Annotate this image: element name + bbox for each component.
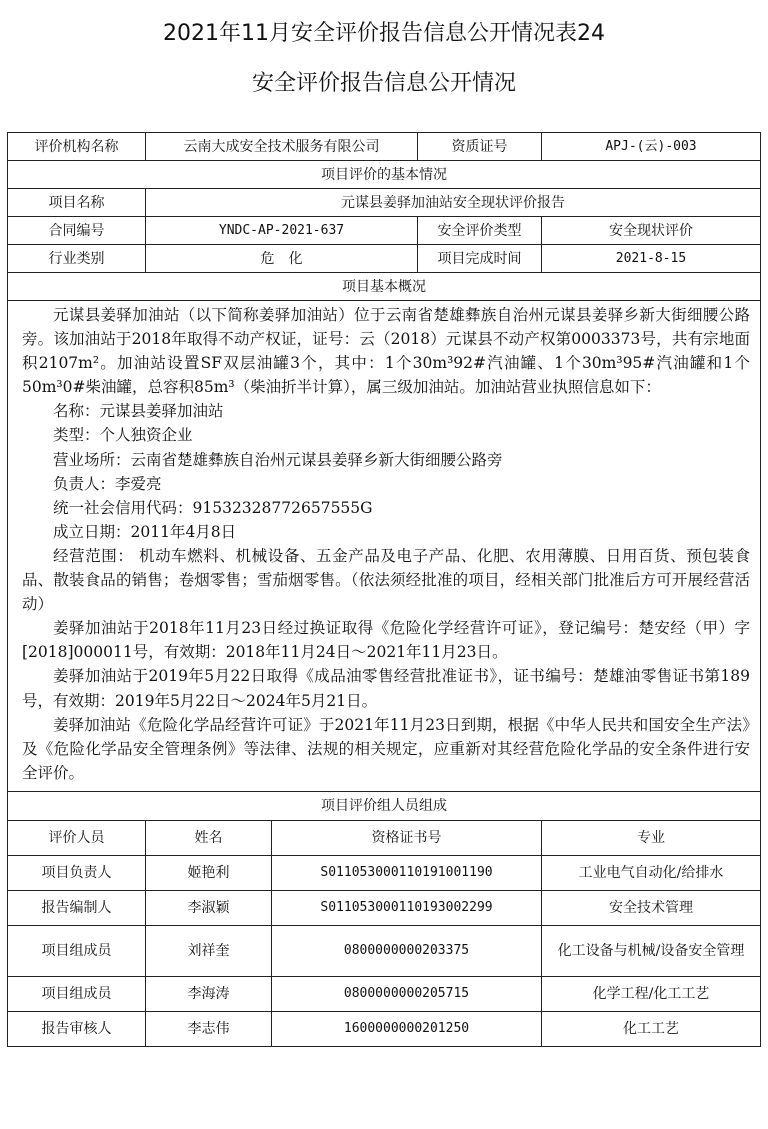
- team-major: 化工设备与机械/设备安全管理: [542, 925, 761, 976]
- project-name-label: 项目名称: [8, 189, 146, 217]
- column-header: 姓名: [146, 820, 272, 855]
- org-name: 云南大成安全技术服务有限公司: [146, 133, 418, 161]
- project-name-row: [8, 189, 761, 217]
- team-member-name: 姬艳利: [146, 855, 272, 890]
- contract-row: [8, 217, 761, 245]
- overview-paragraph: 姜驿加油站于2018年11月23日经过换证取得《危险化学经营许可证》，登记编号：楚安经（甲）字[2018]000011号，有效期：2018年11月24日～2021年11月23日。: [22, 619, 750, 662]
- team-major: 安全技术管理: [542, 890, 761, 925]
- overview-paragraph: 姜驿加油站《危险化学品经营许可证》于2021年11月23日到期，根据《中华人民共和国安全生产法》及《危险化学品安全管理条例》等法律、法规的相关规定，应重新对其经营危险化学品的安全条件进行安全评价。: [22, 715, 750, 782]
- team-cert-number: 0800000000203375: [272, 925, 542, 976]
- disclosure-table: [7, 132, 761, 1047]
- overview-header-row: [8, 273, 761, 301]
- cert-label: 资质证号: [418, 133, 542, 161]
- basic-info-header-row: [8, 161, 761, 189]
- team-role: 项目组成员: [8, 976, 146, 1011]
- document-title: 2021年11月安全评价报告信息公开情况表24: [163, 21, 605, 46]
- table-row: [8, 1011, 761, 1046]
- team-cert-number: 1600000000201250: [272, 1011, 542, 1046]
- industry-label: 行业类别: [8, 245, 146, 273]
- table-row: [8, 890, 761, 925]
- finish-label: 项目完成时间: [418, 245, 542, 273]
- basic-info-header: 项目评价的基本情况: [8, 161, 761, 189]
- finish-date: 2021-8-15: [542, 245, 761, 273]
- document-subtitle: 安全评价报告信息公开情况: [251, 71, 516, 96]
- project-name: 元谋县姜驿加油站安全现状评价报告: [146, 189, 761, 217]
- eval-type: 安全现状评价: [542, 217, 761, 245]
- column-header: 资格证书号: [272, 820, 542, 855]
- license-type: 类型：个人独资企业: [53, 426, 193, 445]
- team-major: 工业电气自动化/给排水: [542, 855, 761, 890]
- overview-header: 项目基本概况: [8, 273, 761, 301]
- org-label: 评价机构名称: [8, 133, 146, 161]
- license-name: 名称：元谋县姜驿加油站: [53, 402, 224, 421]
- license-credit-code: 统一社会信用代码：91532328772657555G: [53, 498, 373, 517]
- license-founded: 成立日期：2011年4月8日: [53, 522, 237, 541]
- team-role: 项目负责人: [8, 855, 146, 890]
- team-member-name: 刘祥奎: [146, 925, 272, 976]
- overview-paragraph: 元谋县姜驿加油站（以下简称姜驿加油站）位于云南省楚雄彝族自治州元谋县姜驿乡新大街细腰公路旁。该加油站于2018年取得不动产权证，证号：云（2018）元谋县不动产权第0003373号，共有宗地面积2107m²。加油站设置SF双层油罐3个，其中：1个30m³92#汽油罐、1个30m³95#汽油罐和1个50m³0#柴油罐，总容积85m³（柴油折半计算），属三级加油站。加油站营业执照信息如下：: [22, 306, 750, 397]
- cert-number: APJ-(云)-003: [542, 133, 761, 161]
- team-member-name: 李志伟: [146, 1011, 272, 1046]
- team-cert-number: 0800000000205715: [272, 976, 542, 1011]
- team-member-name: 李淑颖: [146, 890, 272, 925]
- org-row: [8, 133, 761, 161]
- team-columns-row: [8, 820, 761, 855]
- industry-value: 危 化: [146, 245, 418, 273]
- industry-row: [8, 245, 761, 273]
- license-person: 负责人：李爱亮: [53, 474, 162, 493]
- team-major: 化学工程/化工工艺: [542, 976, 761, 1011]
- eval-type-label: 安全评价类型: [418, 217, 542, 245]
- team-member-name: 李海涛: [146, 976, 272, 1011]
- contract-label: 合同编号: [8, 217, 146, 245]
- team-role: 报告编制人: [8, 890, 146, 925]
- contract-number: YNDC-AP-2021-637: [146, 217, 418, 245]
- team-cert-number: S011053000110193002299: [272, 890, 542, 925]
- license-place: 营业场所：云南省楚雄彝族自治州元谋县姜驿乡新大街细腰公路旁: [53, 450, 503, 469]
- project-overview: [8, 301, 761, 792]
- team-major: 化工工艺: [542, 1011, 761, 1046]
- overview-paragraph: 姜驿加油站于2019年5月22日取得《成品油零售经营批准证书》，证书编号：楚雄油零售证书第189号，有效期：2019年5月22日～2024年5月21日。: [22, 667, 750, 710]
- table-row: [8, 976, 761, 1011]
- team-cert-number: S011053000110191001190: [272, 855, 542, 890]
- team-role: 项目组成员: [8, 925, 146, 976]
- column-header: 评价人员: [8, 820, 146, 855]
- table-row: [8, 925, 761, 976]
- team-header-row: [8, 791, 761, 820]
- team-role: 报告审核人: [8, 1011, 146, 1046]
- column-header: 专业: [542, 820, 761, 855]
- overview-row: [8, 301, 761, 792]
- license-scope: 经营范围： 机动车燃料、机械设备、五金产品及电子产品、化肥、农用薄膜、日用百货、预包装食品、散装食品的销售；卷烟零售；雪茄烟零售。（依法须经批准的项目，经相关部门批准后方可开展经营活动）: [22, 546, 750, 614]
- table-row: [8, 855, 761, 890]
- team-header: 项目评价组人员组成: [8, 791, 761, 820]
